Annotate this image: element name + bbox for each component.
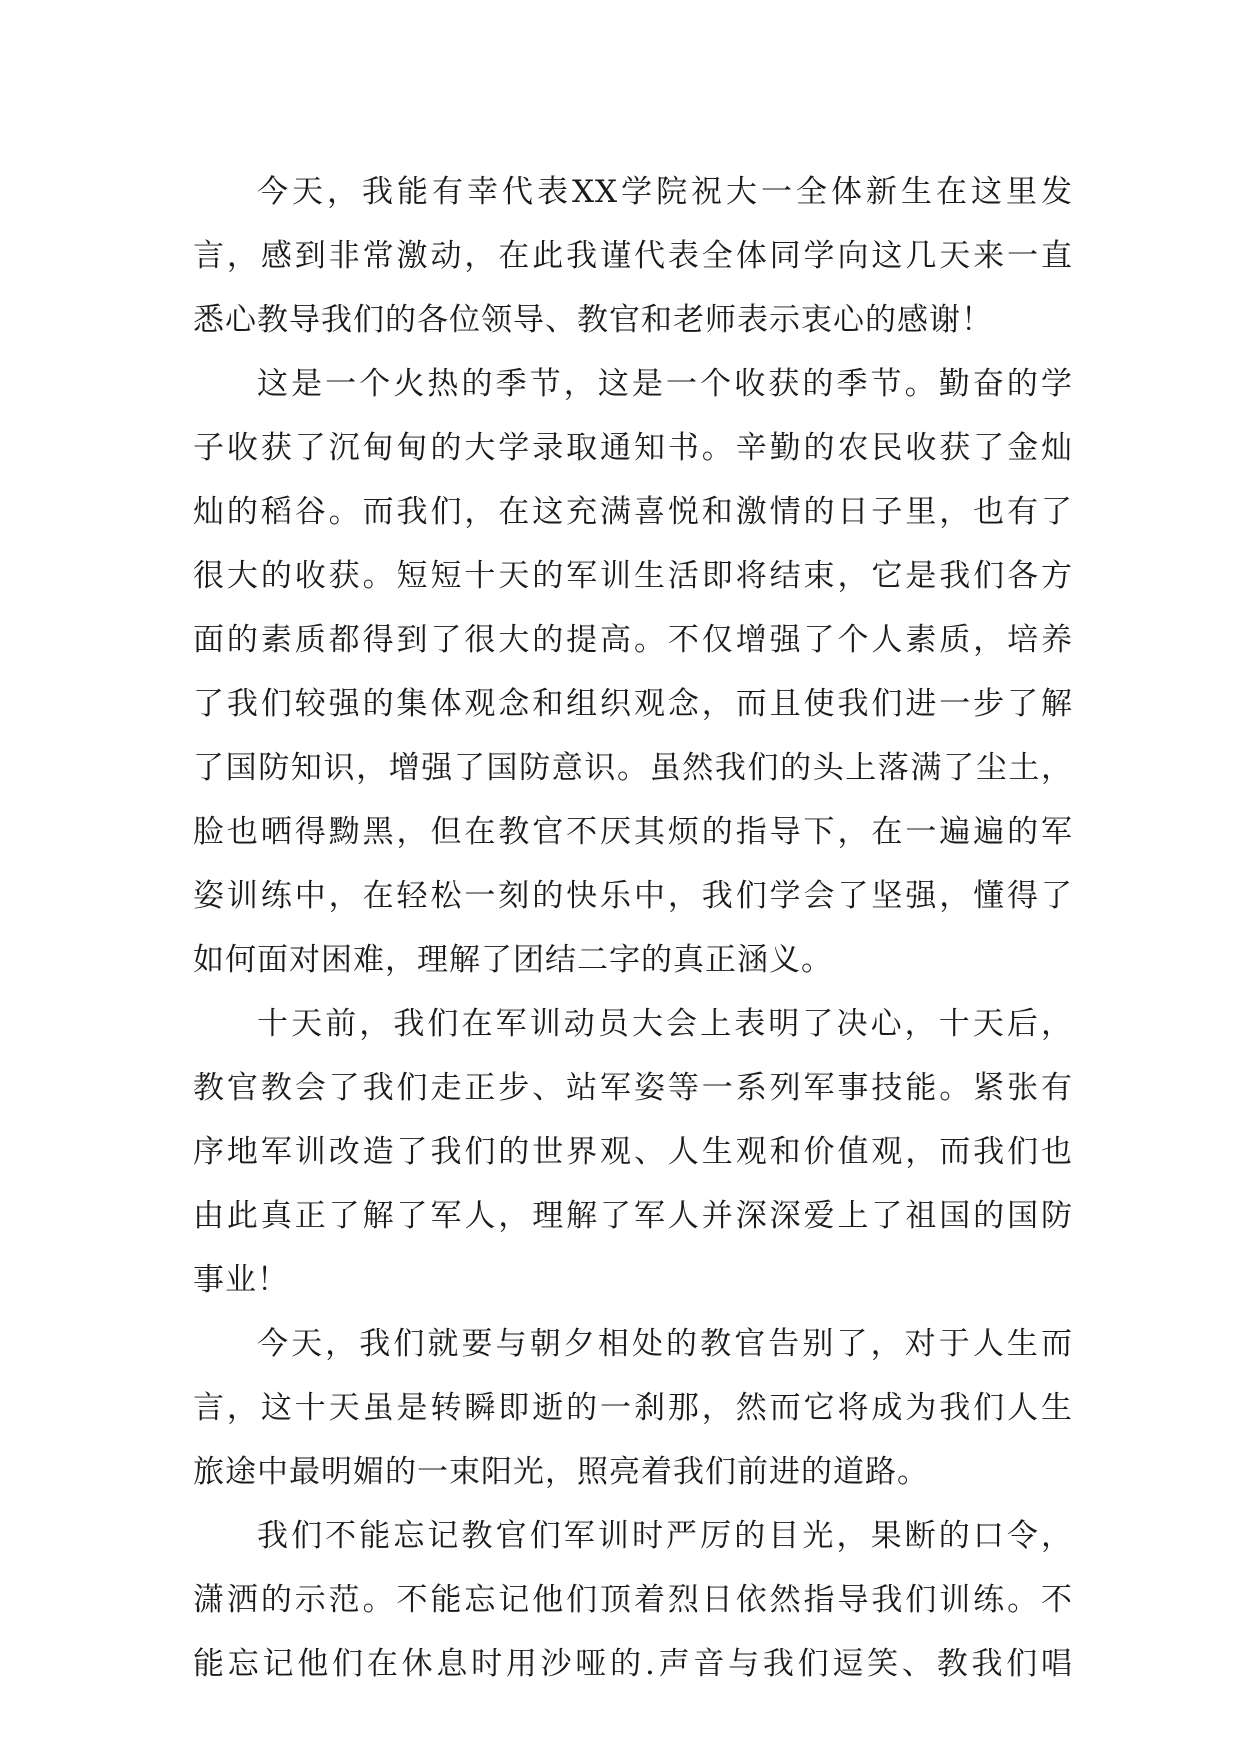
paragraph-3-line-4: 由此真正了解了军人，理解了军人并深深爱上了祖国的国防 <box>193 1198 1073 1234</box>
paragraph-5-line-1: 我们不能忘记教官们军训时严厉的目光，果断的口令， <box>257 1518 1073 1554</box>
paragraph-3-line-2: 教官教会了我们走正步、站军姿等一系列军事技能。紧张有 <box>193 1070 1073 1106</box>
paragraph-2-line-2: 子收获了沉甸甸的大学录取通知书。辛勤的农民收获了金灿 <box>193 430 1073 466</box>
paragraph-3-line-5: 事业！ <box>193 1262 289 1298</box>
paragraph-1-line-3: 悉心教导我们的各位领导、教官和老师表示衷心的感谢！ <box>193 302 993 338</box>
paragraph-2-line-6: 了我们较强的集体观念和组织观念，而且使我们进一步了解 <box>193 686 1073 722</box>
paragraph-2-line-3: 灿的稻谷。而我们，在这充满喜悦和激情的日子里，也有了 <box>193 494 1073 530</box>
paragraph-4-line-2: 言，这十天虽是转瞬即逝的一刹那，然而它将成为我们人生 <box>193 1390 1073 1426</box>
paragraph-2-line-10: 如何面对困难，理解了团结二字的真正涵义。 <box>193 942 833 978</box>
paragraph-3-line-3: 序地军训改造了我们的世界观、人生观和价值观，而我们也 <box>193 1134 1073 1170</box>
paragraph-2-line-1: 这是一个火热的季节，这是一个收获的季节。勤奋的学 <box>257 366 1073 402</box>
paragraph-4-line-1: 今天，我们就要与朝夕相处的教官告别了，对于人生而 <box>257 1326 1073 1362</box>
document-body <box>193 160 1073 1696</box>
paragraph-2-line-9: 姿训练中，在轻松一刻的快乐中，我们学会了坚强，懂得了 <box>193 878 1073 914</box>
paragraph-2-line-8: 脸也晒得黝黑，但在教官不厌其烦的指导下，在一遍遍的军 <box>193 814 1073 850</box>
paragraph-4-line-3: 旅途中最明媚的一束阳光，照亮着我们前进的道路。 <box>193 1454 929 1490</box>
paragraph-5-line-2: 潇洒的示范。不能忘记他们顶着烈日依然指导我们训练。不 <box>193 1582 1073 1618</box>
paragraph-3-line-1: 十天前，我们在军训动员大会上表明了决心，十天后， <box>257 1006 1073 1042</box>
paragraph-5-line-3: 能忘记他们在休息时用沙哑的.声音与我们逗笑、教我们唱 <box>193 1646 1073 1682</box>
paragraph-1-line-2: 言，感到非常激动，在此我谨代表全体同学向这几天来一直 <box>193 238 1073 274</box>
paragraph-2-line-4: 很大的收获。短短十天的军训生活即将结束，它是我们各方 <box>193 558 1073 594</box>
paragraph-1-line-1: 今天，我能有幸代表XX学院祝大一全体新生在这里发 <box>257 174 1073 210</box>
paragraph-2-line-7: 了国防知识，增强了国防意识。虽然我们的头上落满了尘土， <box>193 750 1073 786</box>
paragraph-2-line-5: 面的素质都得到了很大的提高。不仅增强了个人素质，培养 <box>193 622 1073 658</box>
